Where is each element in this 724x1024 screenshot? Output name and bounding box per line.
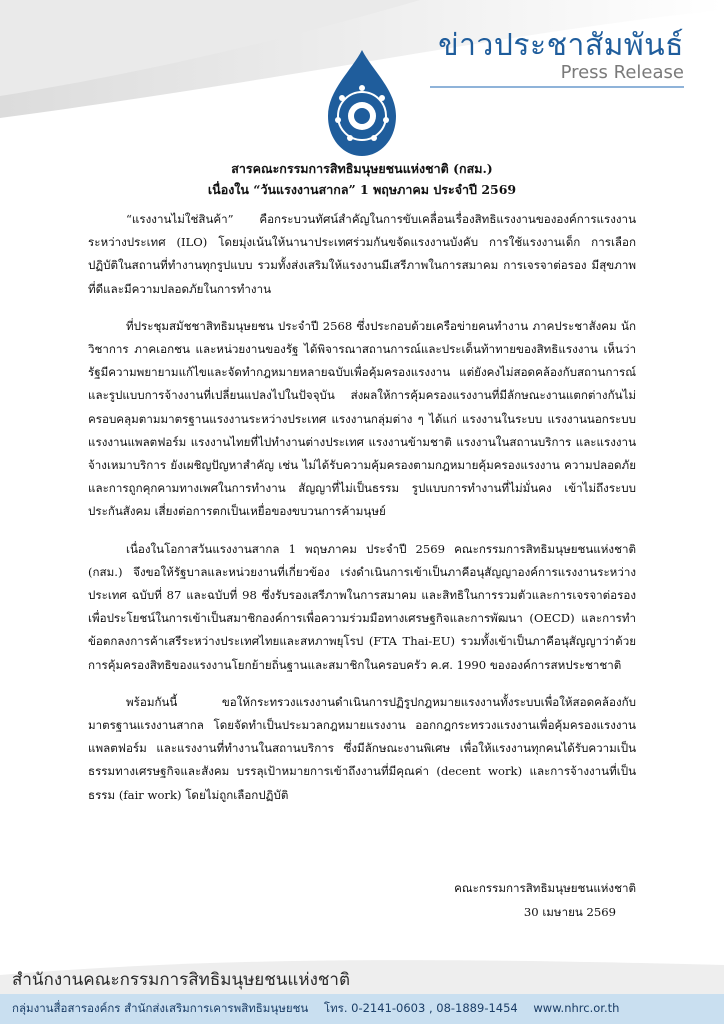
paragraph: เนื่องในโอกาสวันแรงงานสากล 1 พฤษภาคม ประจำปี 2569 คณะกรรมการสิทธิมนุษยชนแห่งชาติ (กสม.) จึงขอให้รัฐบาลและหน่วยงานที่เกี่ยวข้อง เร่งดำเนินการเข้าเป็นภาคีอนุสัญญาองค์การแรงงานระหว่างประเทศ ฉบับที่ 87 และฉบับที่ 98 ซึ่งรับรองเสรีภาพในการสมาคม และสิทธิในการรวมตัวและการเจรจาต่อรอง เพื่อประโยชน์ในการเข้าเป็นสมาชิกองค์การเพื่อความร่วมมือทางเศรษฐกิจและการพัฒนา (OECD) และการทำข้อตกลงการค้าเสรีระหว่างประเทศไทยและสหภาพยุโรป (FTA Thai-EU) รวมทั้งเข้าเป็นภาคีอนุสัญญาว่าด้วยการคุ้มครองสิทธิของแรงงานโยกย้ายถิ่นฐานและสมาชิกในครอบครัว ค.ศ. 1990 ขององค์การสหประชาชาติ	[88, 541, 636, 672]
signature-block	[420, 876, 636, 924]
nhrc-seal-icon	[322, 48, 402, 158]
footer-phone: โทร. 0-2141-0603 , 08-1889-1454	[323, 1001, 518, 1015]
header-title: ข่าวประชาสัมพันธ์	[438, 28, 684, 63]
document-body	[88, 208, 636, 821]
document-title	[0, 158, 724, 200]
footer-website-link[interactable]: www.nhrc.or.th	[533, 1001, 620, 1015]
footer-organization: สำนักงานคณะกรรมการสิทธิมนุษยชนแห่งชาติ	[12, 970, 351, 990]
paragraph: “แรงงานไม่ใช่สินค้า” คือกระบวนทัศน์สำคัญในการขับเคลื่อนเรื่องสิทธิแรงงานขององค์การแรงงานระหว่างประเทศ (ILO) โดยมุ่งเน้นให้นานาประเทศร่วมกันขจัดแรงงานบังคับ การใช้แรงงานเด็ก การเลือกปฏิบัติในสถานที่ทำงานทุกรูปแบบ รวมทั้งส่งเสริมให้แรงงานมีเสรีภาพในการสมาคม การเจรจาต่อรอง มีสุขภาพที่ดีและมีความปลอดภัยในการทำงาน	[88, 212, 636, 296]
signature-date: 30 เมษายน 2569	[523, 905, 616, 919]
paragraph: ที่ประชุมสมัชชาสิทธิมนุษยชน ประจำปี 2568 ซึ่งประกอบด้วยเครือข่ายคนทำงาน ภาคประชาสังคม นักวิชาการ ภาคเอกชน และหน่วยงานของรัฐ ได้พิจารณาสถานการณ์และประเด็นท้าทายของสิทธิแรงงาน เห็นว่า รัฐมีความพยายามแก้ไขและจัดทำกฎหมายหลายฉบับเพื่อคุ้มครองแรงงาน แต่ยังคงไม่สอดคล้องกับสถานการณ์และรูปแบบการจ้างงานที่เปลี่ยนแปลงไปในปัจจุบัน ส่งผลให้การคุ้มครองแรงงานที่มีลักษณะงานแตกต่างกันไม่ครอบคลุมตามมาตรฐานแรงงานระหว่างประเทศ แรงงานกลุ่มต่าง ๆ ได้แก่ แรงงานในระบบ แรงงานนอกระบบ แรงงานแพลตฟอร์ม แรงงานไทยที่ไปทำงานต่างประเทศ แรงงานข้ามชาติ แรงงานในสถานบริการ และแรงงานจ้างเหมาบริการ ยังเผชิญปัญหาสำคัญ เช่น ไม่ได้รับความคุ้มครองตามกฎหมายคุ้มครองแรงงาน ความปลอดภัยและการถูกคุกคามทางเพศในการทำงาน สัญญาที่ไม่เป็นธรรม รูปแบบการทำงานที่ไม่มั่นคง เข้าไม่ถึงระบบประกันสังคม เสี่ยงต่อการตกเป็นเหยื่อของขบวนการค้ามนุษย์	[88, 318, 636, 519]
header-subtitle: Press Release	[560, 62, 684, 83]
signature-org: คณะกรรมการสิทธิมนุษยชนแห่งชาติ	[454, 881, 636, 895]
title-line-1: สารคณะกรรมการสิทธิมนุษยชนแห่งชาติ (กสม.)	[231, 161, 493, 176]
header-divider	[430, 86, 684, 88]
footer-unit: กลุ่มงานสื่อสารองค์กร สำนักส่งเสริมการเคารพสิทธิมนุษยชน	[12, 1001, 309, 1015]
title-line-2: เนื่องใน “วันแรงงานสากล” 1 พฤษภาคม ประจำปี 2569	[207, 182, 517, 197]
footer-contact-line	[12, 1000, 712, 1018]
paragraph: พร้อมกันนี้ ขอให้กระทรวงแรงงานดำเนินการปฏิรูปกฎหมายแรงงานทั้งระบบเพื่อให้สอดคล้องกับมาตรฐานแรงงานสากล โดยจัดทำเป็นประมวลกฎหมายแรงงาน ออกกฎกระทรวงแรงงานเพื่อคุ้มครองแรงงานแพลตฟอร์ม และแรงงานที่ทำงานในสถานบริการ ซึ่งมีลักษณะงานพิเศษ เพื่อให้แรงงานทุกคนได้รับความเป็นธรรมทางเศรษฐกิจและสังคม บรรลุเป้าหมายการเข้าถึงงานที่มีคุณค่า (decent work) และการจ้างงานที่เป็นธรรม (fair work) โดยไม่ถูกเลือกปฏิบัติ	[88, 694, 636, 802]
